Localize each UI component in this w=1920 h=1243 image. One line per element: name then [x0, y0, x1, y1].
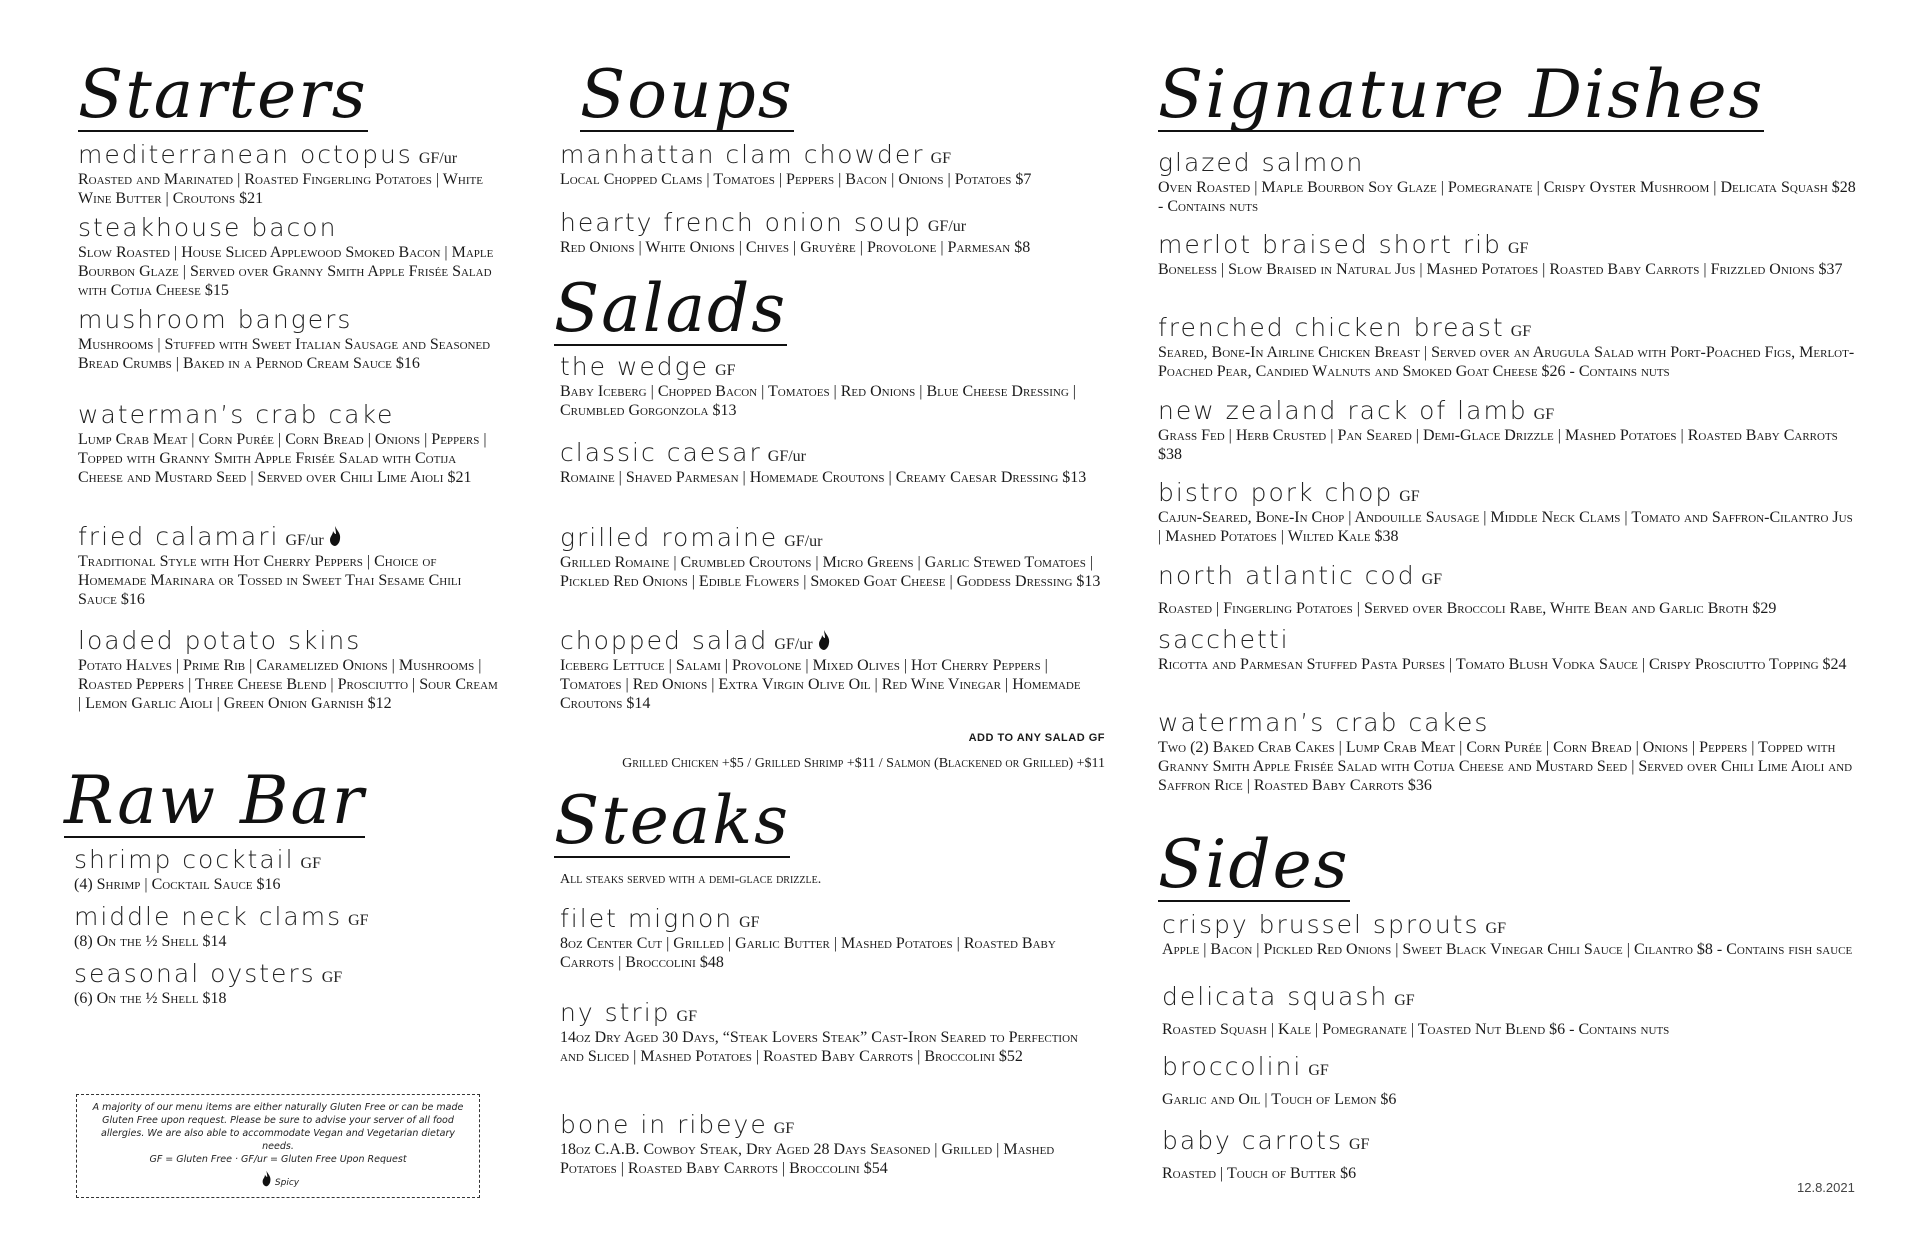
menu-item — [560, 440, 1105, 487]
item-desc: Ricotta and Parmesan Stuffed Pasta Purses | Tomato Blush Vodka Sauce | Crispy Prosciutto Topping $24 — [1158, 656, 1847, 674]
item-desc: Local Chopped Clams | Tomatoes | Peppers | Bacon | Onions | Potatoes $7 — [560, 171, 1032, 189]
item-tag: GF — [1399, 488, 1420, 505]
item-name: shrimp cocktail GF — [74, 845, 321, 874]
menu-item — [78, 307, 503, 373]
item-desc: Iceberg Lettuce | Salami | Provolone | Mixed Olives | Hot Cherry Peppers | Tomatoes | Red Onions | Extra Virgin Olive Oil | Red Wine Vinegar | Homemade Croutons $14 — [560, 657, 1081, 713]
item-desc: Seared, Bone-In Airline Chicken Breast | Served over an Arugula Salad with Port-Poached Figs, Merlot-Poached Pear, Candied Walnuts and Smoked Goat Cheese $26 - Contains nuts — [1158, 344, 1855, 381]
menu-item — [78, 402, 503, 487]
item-desc: Garlic and Oil | Touch of Lemon $6 — [1162, 1091, 1397, 1109]
menu-item — [78, 142, 503, 208]
menu-item — [74, 961, 503, 1008]
item-tag: GF — [1507, 240, 1529, 257]
item-desc: Two (2) Baked Crab Cakes | Lump Crab Meat | Corn Purée | Corn Bread | Onions | Peppers | Topped with Granny Smith Apple Frisée Salad with Cotija Cheese and Mustard Seed | Served over Chili Lime Aioli and Saffron Rice | Roasted Baby Carrots $36 — [1158, 739, 1853, 795]
menu-item — [78, 215, 503, 300]
item-tag: GF — [676, 1008, 697, 1025]
menu-item — [560, 1112, 1105, 1178]
section-title-starters: Starters — [78, 56, 368, 133]
item-desc: Red Onions | White Onions | Chives | Gruyère | Provolone | Parmesan $8 — [560, 239, 1031, 257]
menu-item — [1158, 480, 1858, 546]
menu-item — [1158, 398, 1858, 464]
item-desc: Cajun-Seared, Bone-In Chop | Andouille Sausage | Middle Neck Clams | Tomato and Saffron-Cilantro Jus | Mashed Potatoes | Wilted Kale $38 — [1158, 509, 1853, 546]
item-name: baby carrots GF — [1162, 1126, 1370, 1155]
item-name: north atlantic cod GF — [1158, 561, 1443, 590]
item-name: grilled romaine GF/ur — [560, 523, 823, 552]
item-desc: Grass Fed | Herb Crusted | Pan Seared | Demi-Glace Drizzle | Mashed Potatoes | Roasted Baby Carrots $38 — [1158, 427, 1838, 464]
item-name: chopped salad GF/ur — [560, 628, 1105, 654]
item-name: fried calamari GF/ur — [78, 524, 503, 550]
item-desc: Roasted and Marinated | Roasted Fingerling Potatoes | White Wine Butter | Croutons $21 — [78, 171, 483, 208]
flame-icon — [817, 629, 831, 651]
item-name: merlot braised short rib GF — [1158, 230, 1529, 259]
menu-item — [1158, 315, 1858, 381]
item-tag: GF — [348, 912, 369, 929]
item-tag: GF — [715, 362, 736, 379]
item-desc: Boneless | Slow Braised in Natural Jus | Mashed Potatoes | Roasted Baby Carrots | Frizzled Onions $37 — [1158, 261, 1843, 279]
addon-heading: ADD TO ANY SALAD GF — [968, 732, 1105, 744]
item-name: broccolini GF — [1162, 1052, 1329, 1081]
item-name: middle neck clams GF — [74, 902, 369, 931]
menu-item — [1158, 563, 1858, 618]
addon-options: Grilled Chicken +$5 / Grilled Shrimp +$11 / Salmon (Blackened or Grilled) +$11 — [622, 756, 1105, 771]
item-desc: Mushrooms | Stuffed with Sweet Italian Sausage and Seasoned Bread Crumbs | Baked in a Pernod Cream Sauce $16 — [78, 336, 491, 373]
item-name: ny strip GF — [560, 998, 697, 1027]
item-desc: Apple | Bacon | Pickled Red Onions | Sweet Black Vinegar Chili Sauce | Cilantro $8 - Contains fish sauce — [1162, 941, 1853, 959]
menu-item — [1162, 912, 1858, 959]
item-desc: 8oz Center Cut | Grilled | Garlic Butter | Mashed Potatoes | Roasted Baby Carrots | Broccolini $48 — [560, 935, 1056, 972]
menu-date: 12.8.2021 — [1797, 1180, 1855, 1195]
menu-item — [1158, 710, 1858, 795]
item-name: waterman’s crab cakes — [1158, 708, 1490, 737]
item-tag: GF — [1533, 406, 1555, 423]
section-title-raw-bar: Raw Bar — [64, 762, 366, 839]
disclaimer-text: A majority of our menu items are either naturally Gluten Free or can be made Gluten Free upon request. Please be sure to advise your server of all food allergies. We are also able to accommodate Vegan and Vegetarian dietary needs. — [92, 1102, 464, 1152]
item-name: filet mignon GF — [560, 904, 760, 933]
menu-item — [560, 354, 1105, 420]
item-tag: GF/ur — [784, 533, 823, 550]
item-desc: 18oz C.A.B. Cowboy Steak, Dry Aged 28 Days Seasoned | Grilled | Mashed Potatoes | Roasted Baby Carrots | Broccolini $54 — [560, 1141, 1055, 1178]
item-name: the wedge GF — [560, 352, 736, 381]
item-name: classic caesar GF/ur — [560, 438, 807, 467]
item-name: manhattan clam chowder GF — [560, 140, 952, 169]
menu-item — [1162, 1128, 1858, 1183]
item-desc: Grilled Romaine | Crumbled Croutons | Micro Greens | Garlic Stewed Tomatoes | Pickled Red Onions | Edible Flowers | Smoked Goat Cheese | Goddess Dressing $13 — [560, 554, 1101, 591]
item-tag: GF — [1308, 1062, 1329, 1079]
item-name: crispy brussel sprouts GF — [1162, 910, 1506, 939]
flame-icon — [328, 525, 342, 547]
item-name: frenched chicken breast GF — [1158, 313, 1532, 342]
section-title-steaks: Steaks — [554, 782, 791, 859]
item-desc: Lump Crab Meat | Corn Purée | Corn Bread | Onions | Peppers | Topped with Granny Smith Apple Frisée Salad with Cotija Cheese and Mustard Seed | Served over Chili Lime Aioli $21 — [78, 431, 487, 487]
item-desc: (6) On the ½ Shell $18 — [74, 990, 227, 1008]
item-tag: GF — [739, 914, 760, 931]
disclaimer-box — [76, 1094, 480, 1198]
item-desc: Roasted | Touch of Butter $6 — [1162, 1165, 1357, 1183]
item-desc: 14oz Dry Aged 30 Days, “Steak Lovers Steak” Cast-Iron Seared to Perfection and Sliced | Mashed Potatoes | Roasted Baby Carrots | Broccolini $52 — [560, 1029, 1078, 1066]
menu-item — [560, 906, 1105, 972]
item-tag: GF — [300, 855, 321, 872]
menu-item — [1158, 150, 1858, 216]
spicy-label: Spicy — [274, 1178, 300, 1188]
item-tag: GF — [1485, 920, 1506, 937]
item-tag: GF/ur — [767, 448, 807, 465]
item-desc: Roasted | Fingerling Potatoes | Served over Broccoli Rabe, White Bean and Garlic Broth $29 — [1158, 600, 1777, 618]
item-name: mushroom bangers — [78, 305, 353, 334]
menu-item — [74, 904, 503, 951]
menu-item — [560, 142, 1105, 189]
item-tag: GF/ur — [418, 150, 458, 167]
item-desc: (4) Shrimp | Cocktail Sauce $16 — [74, 876, 281, 894]
item-tag: GF — [930, 150, 952, 167]
menu-item — [1158, 232, 1858, 279]
item-name: bone in ribeye GF — [560, 1110, 795, 1139]
item-name: steakhouse bacon — [78, 213, 338, 242]
item-name: waterman’s crab cake — [78, 400, 395, 429]
item-desc: Potato Halves | Prime Rib | Caramelized Onions | Mushrooms | Roasted Peppers | Three Cheese Blend | Prosciutto | Sour Cream | Lemon Garlic Aioli | Green Onion Garnish $12 — [78, 657, 498, 713]
item-name: delicata squash GF — [1162, 982, 1415, 1011]
item-name: mediterranean octopus GF/ur — [78, 140, 458, 169]
menu-item — [560, 525, 1105, 591]
section-title-soups: Soups — [580, 56, 794, 133]
menu-item — [78, 524, 503, 609]
item-desc: Romaine | Shaved Parmesan | Homemade Croutons | Creamy Caesar Dressing $13 — [560, 469, 1087, 487]
menu-item — [560, 628, 1105, 713]
flame-icon — [261, 1170, 272, 1187]
item-name: hearty french onion soup GF/ur — [560, 208, 967, 237]
item-tag: GF — [321, 969, 343, 986]
spicy-legend — [87, 1170, 469, 1190]
item-name: seasonal oysters GF — [74, 959, 343, 988]
item-tag: GF — [1510, 323, 1532, 340]
item-tag: GF/ur — [927, 218, 967, 235]
item-tag: GF — [1349, 1136, 1370, 1153]
menu-item — [74, 847, 503, 894]
item-name: new zealand rack of lamb GF — [1158, 396, 1555, 425]
menu-item — [1162, 984, 1858, 1039]
item-desc: Baby Iceberg | Chopped Bacon | Tomatoes | Red Onions | Blue Cheese Dressing | Crumbled Gorgonzola $13 — [560, 383, 1077, 420]
item-desc: Traditional Style with Hot Cherry Peppers | Choice of Homemade Marinara or Tossed in Sweet Thai Sesame Chili Sauce $16 — [78, 553, 462, 609]
menu-item — [1158, 627, 1858, 674]
menu-item — [78, 628, 503, 713]
item-tag: GF — [1394, 992, 1415, 1009]
menu-item — [1162, 1054, 1858, 1109]
disclaimer-legend: GF = Gluten Free · GF/ur = Gluten Free Upon Request — [149, 1154, 407, 1165]
item-tag: GF — [1421, 571, 1443, 588]
menu-item — [560, 1000, 1105, 1066]
item-name: sacchetti — [1158, 625, 1290, 654]
item-desc: Slow Roasted | House Sliced Applewood Smoked Bacon | Maple Bourbon Glaze | Served over Granny Smith Apple Frisée Salad with Cotija Cheese $15 — [78, 244, 494, 300]
item-name: glazed salmon — [1158, 148, 1365, 177]
section-title-salads: Salads — [554, 270, 788, 347]
item-tag: GF — [773, 1120, 795, 1137]
menu-item — [560, 210, 1105, 257]
item-desc: Roasted Squash | Kale | Pomegranate | Toasted Nut Blend $6 - Contains nuts — [1162, 1021, 1670, 1039]
item-tag: GF/ur — [285, 532, 324, 549]
item-name: bistro pork chop GF — [1158, 478, 1420, 507]
item-desc: (8) On the ½ Shell $14 — [74, 933, 227, 951]
section-title-signature: Signature Dishes — [1158, 56, 1765, 133]
item-tag: GF/ur — [774, 636, 813, 653]
item-name: loaded potato skins — [78, 626, 362, 655]
section-title-sides: Sides — [1158, 826, 1350, 903]
item-desc: Oven Roasted | Maple Bourbon Soy Glaze | Pomegranate | Crispy Oyster Mushroom | Delicata Squash $28 - Contains nuts — [1158, 179, 1856, 216]
steaks-note: All steaks served with a demi-glace drizzle. — [560, 872, 822, 887]
